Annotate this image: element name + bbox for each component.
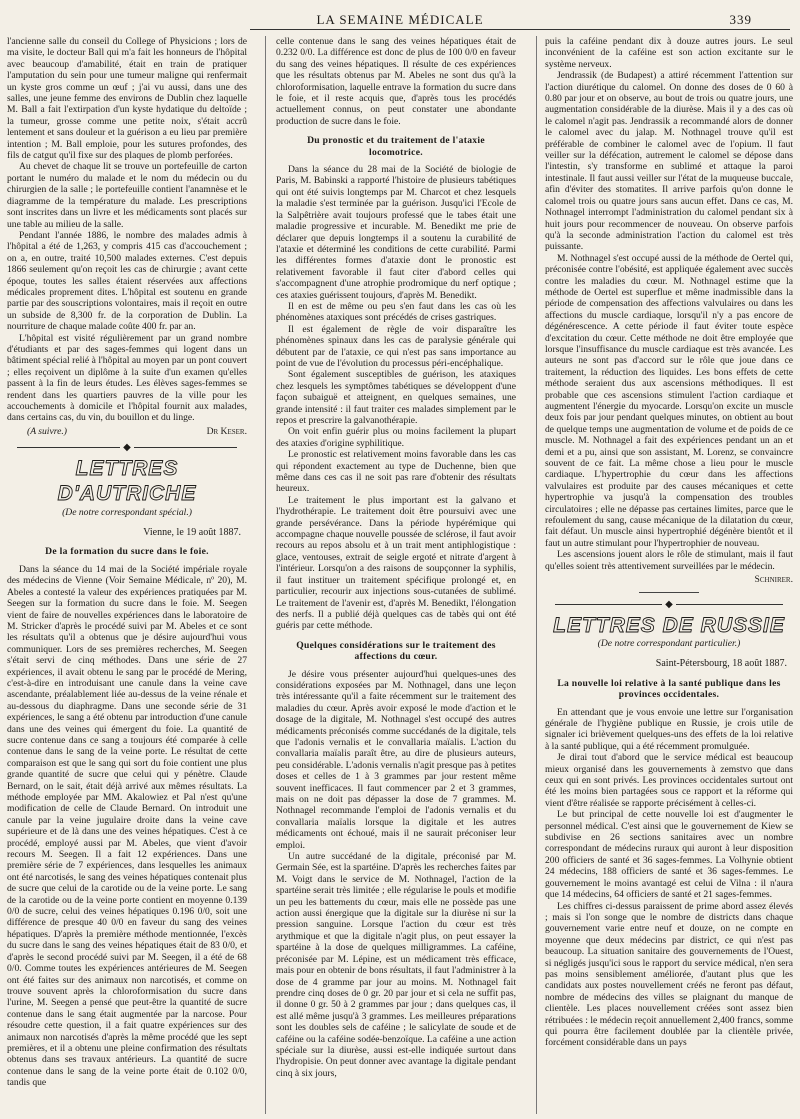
paragraph: Un autre succédané de la digitale, préconisé par M. Germain Sée, est la spartéine. D'après les recherches faites par M. Voigt dans le service de M. Nothnagel, l'action de la spartéine serait très limitée ; elle régularise le pouls et modifie un peu les battements du cœur, mais elle ne possède pas une action aussi énergique que la digitale sur la diurèse ni sur la pression sanguine. Lorsque l'action du cœur est très arythmique et que la digitale n'agit plus, on peut essayer la spartéine à la dose de quelques milligrammes. La caféine, préconisée par M. Lépine, est un médicament très efficace, mais pour en obtenir de bons résultats, il faut l'administrer à la dose de 4 gramme par jour au moins. M. Nothnagel fait prendre cinq doses de 0 gr. 20 par jour et si cela ne suffit pas, il donne 0 gr. 50 à 2 grammes par jour ; dans quelques cas, il est allé même jusqu'à 3 grammes. Les meilleures préparations sont les doubles sels de caféine ; le salicylate de soude et de caféine ou la caféine sodée-benzoïque. La caféine a une action spéciale sur la diurèse, aussi est-elle indiquée surtout dans l'hydropisie. On peut donner avec avantage la digitale pendant cinq à six jours, xyxy=(276,851,516,1079)
paragraph: Je désire vous présenter aujourd'hui quelques-unes des considérations exposées par M. Nothnagel, dans une leçon très intéressante qu'il a faite récemment sur le traitement des maladies du cœur. Après avoir exposé le mode d'action et le dosage de la digitale, M. Nothnagel s'est occupé des autres médicaments préconisés comme succédanés de la digitale, tels que l'adonis vernalis et le convallaria maïalis. L'action du convallaria maïalis paraît être, au dire de plusieurs auteurs, peu considérable. L'adonis vernalis n'agit presque pas à petites doses et celles de 1 à 3 grammes par jour restent même souvent inefficaces. Il faut commencer par 2 et 3 grammes, mais on ne doit pas dépasser la dose de 7 grammes. M. Nothnagel recommande l'emploi de l'adonis vernalis et du convallaria maïalis lorsque la digitale et les autres médicaments ont échoué, mais il ne saurait préconiser leur emploi. xyxy=(276,668,516,851)
paragraph: Les chiffres ci-dessus paraissent de prime abord assez élevés ; mais si l'on songe que le nombre de districts dans chaque gouvernement varie entre neuf et douze, on ne compte en moyenne que deux médecins par district, ce qui n'est pas beaucoup. La situation sanitaire des gouvernements de l'Ouest, si négligés jusqu'ici sous le rapport du service médical, n'en sera pas moins sensiblement améliorée, d'autant plus que les candidats aux postes nouvellement créés ne feront pas défaut, nombre de médecins des villes se plaignant du manque de clientèle. Les places nouvellement créées sont assez bien rétribuées : le médecin reçoit annuellement 2,400 francs, somme qui pourra être facilement doublée par la clientèle privée, forcément considérable dans un pays xyxy=(545,900,793,1049)
column-3 xyxy=(545,36,793,1114)
ornament-divider xyxy=(545,599,793,609)
paragraph: L'hôpital est visité régulièrement par un grand nombre d'étudiants et par des sages-femmes qui logent dans un bâtiment spécial relié à l'hôpital au moyen par un pont couvert ; elles reçoivent un diplôme à la suite d'un examen qu'elles passent à la fin de leurs études. Les élèves sages-femmes se rendent dans les quartiers pauvres de la ville pour les accouchements à domicile et l'hôpital fournit aux malades, dans certains cas, du vin, du bouillon et du linge. xyxy=(7,332,247,424)
paragraph: On voit enfin guérir plus ou moins facilement la plupart des ataxies d'origine syphilitique. xyxy=(276,426,516,449)
column-1 xyxy=(7,36,247,1114)
paragraph: Le but principal de cette nouvelle loi est d'augmenter le personnel médical. C'est ainsi que le gouvernement de Kiew se subdivise en 26 sections sanitaires avec un nombre correspondant de médecins ruraux qui auront à leur disposition 200 officiers de santé et 36 sages-femmes. La Volhynie obtient 24 médecins, 188 officiers de santé et 36 sages-femmes. Le gouvernement le moins avantagé est celui de Vilna : il n'aura que 14 médecins, 64 officiers de santé et 21 sages-femmes. xyxy=(545,809,793,901)
author-name: Schnirer. xyxy=(754,574,793,586)
journal-title: LA SEMAINE MÉDICALE xyxy=(316,12,484,27)
paragraph: celle contenue dans le sang des veines hépatiques était de 0.232 0/0. La différence est donc de plus de 100 0/0 en faveur du sang des veines hépatiques. Il résulte de ces expériences que les résultats obtenus par M. Abeles ne sont dus qu'à la chloroformisation, laquelle entrave la formation du sucre dans le foie, et il reste acquis que, d'après tous les procédés actuellement connus, on peut constater une abondante production de sucre dans le foie. xyxy=(276,36,516,127)
ornament-divider xyxy=(7,442,247,452)
paragraph: Sont également susceptibles de guérison, les ataxiques chez lesquels les symptômes tabétiques se développent d'une façon subaiguë et atteignent, en quelques semaines, une grande intensité : il faut traiter ces malades simplement par le repos et prescrire la galvanothérapie. xyxy=(276,369,516,426)
page-number: 339 xyxy=(729,12,752,27)
section-title: La nouvelle loi relative à la santé publique dans les provinces occidentales. xyxy=(557,677,781,701)
article-signature xyxy=(545,574,793,585)
letter-subtitle: (De notre correspondant spécial.) xyxy=(62,507,192,519)
paragraph: Il est également de règle de voir disparaître les phénomènes spinaux dans les cas de paralysie générale qui débutent par de l'ataxie, ce qui n'est pas sans importance au point de vue de l'évolution du processus péri-encéphalique. xyxy=(276,323,516,369)
dateline: Vienne, le 19 août 1887. xyxy=(143,526,241,538)
article-signature xyxy=(7,426,247,437)
short-divider xyxy=(639,592,699,593)
page-header xyxy=(0,0,800,30)
paragraph: puis la caféine pendant dix à douze autres jours. Le seul inconvénient de la caféine est son action excitante sur le système nerveux. xyxy=(545,36,793,70)
section-title: Du pronostic et du traitement de l'ataxie locomotrice. xyxy=(307,135,485,158)
paragraph: l'ancienne salle du conseil du College of Physicions ; lors de ma visite, le docteur Ball qui m'a fait les honneurs de l'hôpital avec beaucoup d'amabilité, était en train de pratiquer l'amputation du sein pour une tumeur maligne qui renfermait un kyste gros comme un œuf ; j'ai vu aussi, dans une des salles, une jeune femme des environs de Dublin chez laquelle M. Ball a fait l'extirpation d'un kyste hydatique du deltoïde ; la tumeur, grosse comme une petite noix, s'était accrû lentement et sans douleur et la guérison a eu lieu par première intention ; M. Ball emploie, pour les sutures profondes, des fils de catgut qu'il fixe sur des plaques de plomb perforées. xyxy=(7,36,247,162)
diamond-icon: ◆ xyxy=(120,442,134,453)
paragraph: Dans la séance du 28 mai de la Société de biologie de Paris, M. Babinski a rapporté l'histoire de plusieurs tabétiques qui ont été suivis longtemps par M. Charcot et chez lesquels la maladie s'est terminée par la guérison. Jusqu'ici l'Ecole de la Salpêtrière avait toujours professé que le tabes était une maladie progressive et incurable. M. Benedikt me prie de déclarer que depuis longtemps il a soutenu la curabilité de l'ataxie et déterminé les conditions de cette curabilité. Parmi les différentes formes d'ataxie dont le pronostic est relativement favorable il faut citer d'abord celles qui s'accompagnent d'une atrophie prodromique du nerf optique ; ces ataxies guérissent toujours, d'après M. Benedikt. xyxy=(276,164,516,301)
letter-heading: LETTRES DE RUSSIE xyxy=(553,613,785,637)
author-name: Dr Keser. xyxy=(206,425,247,437)
section-title: Quelques considérations sur le traitement des affections du cœur. xyxy=(296,639,496,663)
dateline: Saint-Pétersbourg, 18 août 1887. xyxy=(655,657,787,669)
paragraph: Jendrassik (de Budapest) a attiré récemment l'attention sur l'action diurétique du calomel. On donne des doses de 0 60 à 0.80 par jour et on observe, au bout de trois ou quatre jours, une augmentation considérable de la diurèse. Mais il y a des cas où le calomel n'agit pas. Jendrassik a recommandé alors de donner le calomel avec du jalap. M. Nothnagel trouve qu'il est préférable de combiner le calomel avec de l'opium. Il faut veiller sur la défécation, autrement le calomel se dépose dans l'intestin, s'y transforme en sublimé et attaque la paroi intestinale. Il faut aussi veiller sur l'état de la muqueuse buccale, afin d'éviter des stomatites. Il arrive parfois qu'on donne le calomel trois ou quatre jours sans aucun effet. Dans ce cas, M. Nothnagel interrompt l'administration du calomel pendant six à huit jours pour recommencer de nouveau. On observe parfois qu'à la seconde administration l'action du calomel est très puissante. xyxy=(545,70,793,253)
paragraph: Le traitement le plus important est la galvano et l'hydrothérapie. Le traitement doit être poursuivi avec une grande persévérance. Dans la période hypérémique qui accompagne chaque nouvelle poussée de sclérose, il faut avoir recours au repos absolu et à un trait ment antiphlogistique : glace, ventouses, extrait de seigle ergoté et nitrate d'argent à l'intérieur. Lorsqu'on a des raisons de soupçonner la syphilis, il faut instituer un traitement spécifique prolongé et, en particulier, recourir aux injections sous-cutanées de sublimé. Le traitement de l'avenir est, d'après M. Benedikt, l'élongation des nerfs. Il a publié déjà quelques cas de tabès qui ont été guéris par cette méthode. xyxy=(276,494,516,632)
header-rule xyxy=(250,29,790,30)
letter-heading: LETTRES D'AUTRICHE xyxy=(57,457,197,506)
paragraph: Je dirai tout d'abord que le service médical est beaucoup mieux organisé dans les gouvernements à zemstvo que dans ceux qui en sont privés. Les provinces occidentales surtout ont été les moins bien partagées sous ce rapport et la réforme qui vient d'être réalisée se rapporte précisément à celles-ci. xyxy=(545,752,793,809)
column-2 xyxy=(276,36,516,1114)
diamond-icon: ◆ xyxy=(662,599,676,610)
paragraph: Dans la séance du 14 mai de la Société impériale royale des médecins de Vienne (Voir Semaine Médicale, nº 20), M. Abeles a contesté la valeur des expériences pratiquées par M. Seegen sur la formation du sucre dans le foie. M. Seegen vient de faire de nouvelles expériences dans le laboratoire de M. Stricker d'après le procédé suivi par M. Abeles et ce sont les résultats qu'il a obtenus que je désire aujourd'hui vous communiquer. Lors de ses premières recherches, M. Seegen s'était servi de cinq méthodes. Dans une série de 27 expériences, il avait obtenu le sang par le procédé de Mering, c'est-à-dire en introduisant une canule dans la veine cave ascendante, préalablement liée au-dessus de la veine rénale et au-dessous du diaphragme. Dans une seconde série de 31 expériences, le sang a été obtenu par introduction d'une canule dans une des veines qui émergent du foie. La quantité de sucre contenue dans ce sang a toujours été comparée à celle contenue dans le sang de la veine porte. Le résultat de cette comparaison est que le sang qui sort du foie contient une plus grande quantité de sucre que celui qui y pénètre. Claude Bernard, on le sait, était déjà arrivé aux mêmes résultats. La méthode employée par MM. Akalowiez et Pal n'est qu'une modification de celle de Claude Bernard. On introduit une canule par la veine jugulaire droite dans la veine cave supérieure et de là dans une des veines hépatiques. C'est à ce procédé, employé aussi par M. Abeles, que vient d'avoir recours M. Seegen. Il a fait 12 expériences. Dans une première série de 7 expériences, dans lesquelles les animaux ont été narcotisés, le sang des veines hépatiques contenait plus de sucre que celui de la carotide ou de la veine porte. Le sang de la carotide ou de la veine porte contient en moyenne 0.139 0/0 de sucre, celui des veines hépatiques 0.196 0/0, soit une différence de presque 40 0/0 en faveur du sang des veines hépatiques. D'après la première méthode mentionnée, l'excès du sucre dans le sang des veines hépatiques était de 83 0/0, et d'après le second procédé suivi par M. Seegen, il a été de 68 0/0. Comme toutes les expériences antérieures de M. Seegen ont été faites sur des animaux non narcotisés, et comme on trouve souvent après la chloroformisation du sucre dans l'urine, M. Seegen a pensé que peut-être la quantité de sucre contenue dans le sang était augmentée par la narcose. Pour résoudre cette question, il a fait quatre expériences sur des animaux non narcotisés d'après la même procédé que les sept premières, et il a obtenu une pleine confirmation des résultats obtenus dans ses travaux antérieurs. La quantité de sucre contenue dans le sang de la veine porte était de 0.102 0/0, tandis que xyxy=(7,563,247,1089)
to-be-continued: (A suivre.) xyxy=(27,425,67,437)
paragraph: Au chevet de chaque lit se trouve un portefeuille de carton portant le numéro du malade et le nom du médecin ou du chirurgien de la salle ; le portefeuille contient l'anamnèse et le diagramme de la température du malade. Les prescriptions sont inscrites dans un livre et les médicaments sont placés sur une table au milieu de la salle. xyxy=(7,161,247,230)
section-title: De la formation du sucre dans le foie. xyxy=(45,546,209,558)
paragraph: Il en est de même ou peu s'en faut dans les cas où les phénomènes ataxiques sont précédés de crises gastriques. xyxy=(276,300,516,324)
letter-subtitle: (De notre correspondant particulier.) xyxy=(597,638,741,650)
column-divider xyxy=(536,36,537,1114)
paragraph: Le pronostic est relativement moins favorable dans les cas qui répondent exactement au type de Duchenne, bien que même dans ces cas il ne soit pas rare d'obtenir des résultats heureux. xyxy=(276,449,516,495)
paragraph: Pendant l'année 1886, le nombre des malades admis à l'hôpital a été de 1,263, y compris 415 cas d'accouchement ; on a, en outre, traité 10,500 malades externes. C'est depuis 1866 seulement qu'on reçoit les cas de chirurgie ; avant cette époque, toutes les salles étaient réservées aux affections médicales proprement dites. L'hôpital est soutenu en grande partie par des souscriptions volontaires, mais il reçoit en outre un subside de 8,300 fr. de la corporation de Dublin. La nourriture de chaque malade coûte 400 fr. par an. xyxy=(7,229,247,333)
paragraph: M. Nothnagel s'est occupé aussi de la méthode de Oertel qui, préconisée contre l'obésité, est appliquée également avec succès contre les maladies du cœur. M. Nothnagel estime que la méthode de Oertel est superflue et même inadmissible dans la période de compensation des affections valvulaires ou dans les affections du muscle cardiaque, lorsqu'il n'y a pas encore de dégénérescence. A cette période il faut éviter toute espèce d'excitation du cœur. Cette méthode ne doit être employée que lorsque l'insuffisance du muscle cardiaque est très avancée. Les auteurs ne sont pas d'accord sur le rôle que joue dans ce traitement, la réduction des liquides. Les bons effets de cette méthode seraient dus aux ascensions méthodiques. Il est probable que ces ascensions stimulent l'action cardiaque et augmentent l'énergie du myocarde. Lorsqu'on excite un muscle deux fois par jour pendant quelques minutes, on obtient au bout de quelque temps une augmentation de volume et de poids de ce muscle. M. Nothnagel a fait des expériences pendant un an et demi et a pu, ainsi que son assistant, M. Lorenz, se convaincre souvent de ce fait. La même chose a lieu pour le muscle cardiaque. L'hypertrophie du cœur dans les affections valvulaires est produite par des causes mécaniques et cette hypertrophie va jusqu'à la compensation des troubles circulatoires ; elle ne dépasse pas certaines limites, parce que le refoulement du sang, cause mécanique de la dilatation du cœur, fait défaut. Un muscle ainsi hypertrophié dégénère bientôt et il faut un autre stimulant pour l'hypertrophier de nouveau. xyxy=(545,252,793,549)
paragraph: En attendant que je vous envoie une lettre sur l'organisation générale de l'hygiène publique en Russie, je crois utile de signaler ici brièvement quelques-uns des effets de la loi relative à la santé publique, qui a été récemment promulguée. xyxy=(545,706,793,752)
column-divider xyxy=(265,36,266,1114)
paragraph: Les ascensions jouent alors le rôle de stimulant, mais il faut qu'elles soient très attentivement surveillées par le médecin. xyxy=(545,549,793,572)
